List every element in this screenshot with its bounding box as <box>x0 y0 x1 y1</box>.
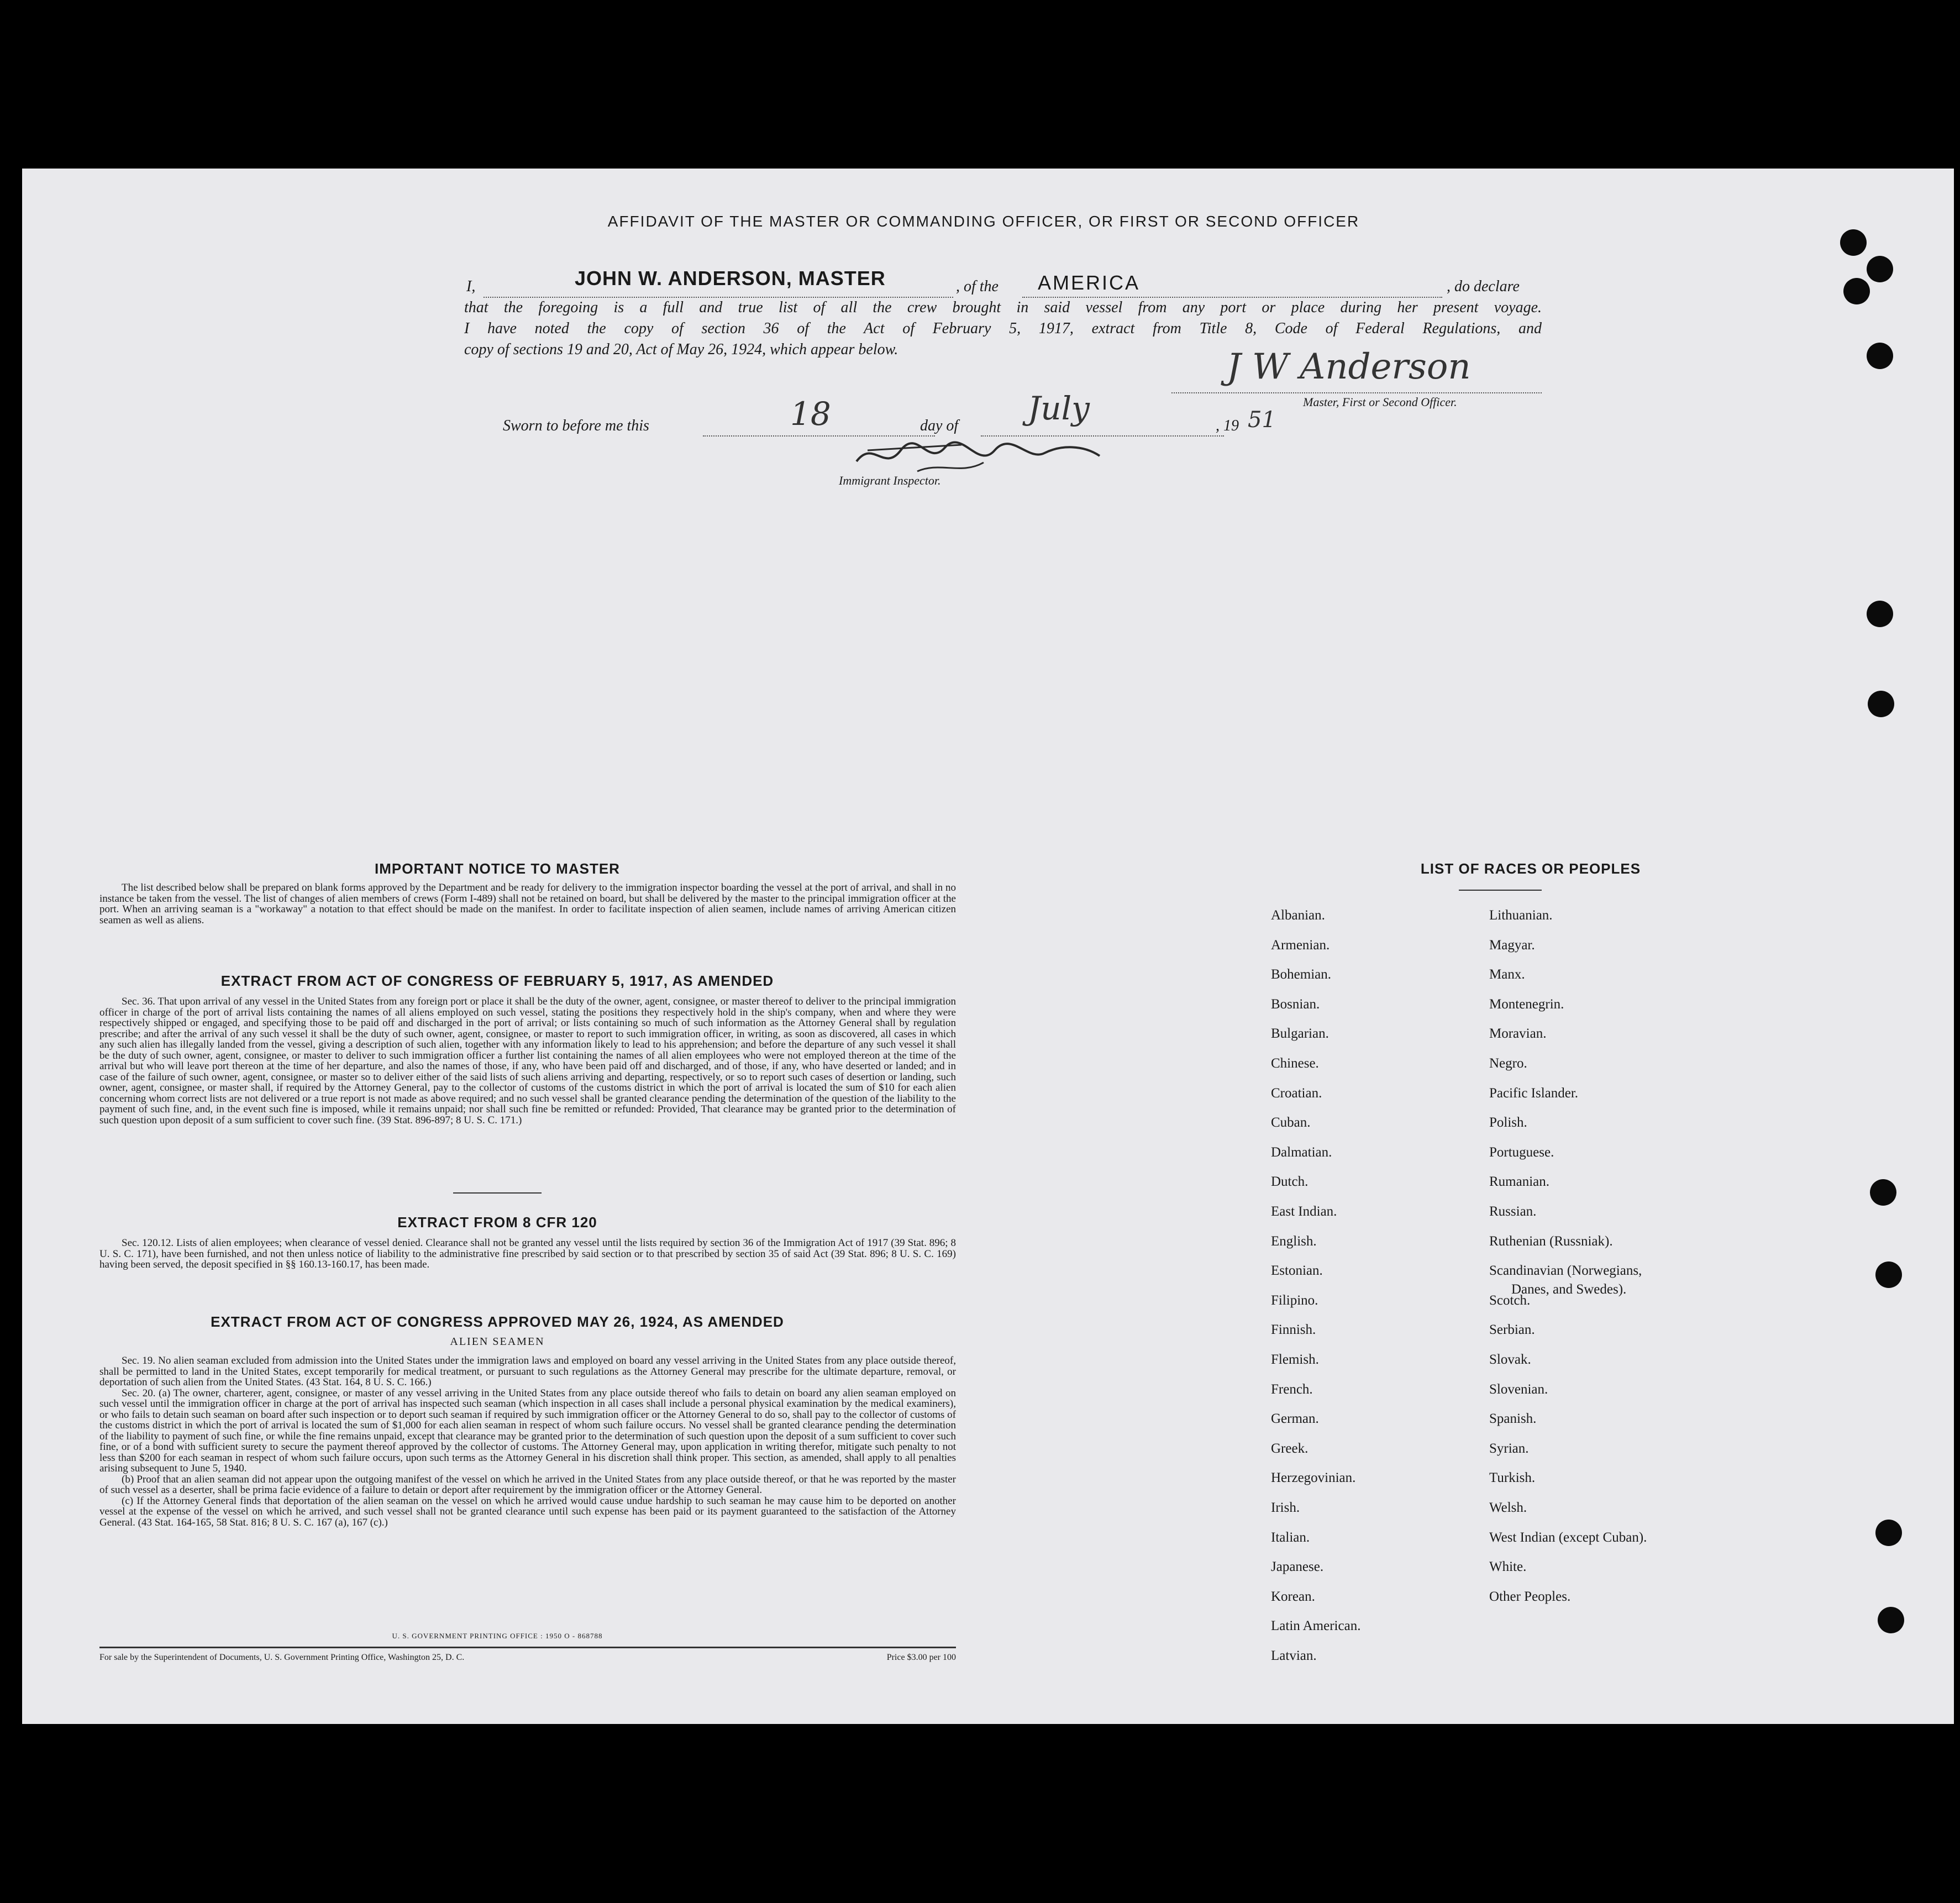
master-name: JOHN W. ANDERSON, MASTER <box>575 267 886 290</box>
sworn-label: Sworn to before me this <box>503 417 649 434</box>
race-list-item: Danes, and Swedes). <box>1511 1282 1627 1297</box>
vessel-line <box>1022 297 1442 298</box>
race-list-item: Dutch. <box>1271 1174 1309 1190</box>
master-signature: J W Anderson <box>1227 346 1471 387</box>
race-list-item: Pacific Islander. <box>1489 1085 1579 1101</box>
races-heading: LIST OF RACES OR PEOPLES <box>1420 860 1641 877</box>
punch-hole <box>1867 601 1893 627</box>
race-list-item: Latvian. <box>1271 1648 1317 1663</box>
race-list-item: Rumanian. <box>1489 1174 1550 1190</box>
inspector-signature-scribble <box>851 428 1105 478</box>
race-list-item: Montenegrin. <box>1489 996 1564 1012</box>
extract-1924-block <box>99 1355 956 1528</box>
punch-hole <box>1878 1607 1904 1633</box>
sec-19-text: Sec. 19. No alien seaman excluded from admission into the United States under the immigration laws and employed on board any vessel arriving in the United States from any place outside thereof, shall be permitted to land in the United States, except temporarily for medical treatment, or pursuant to such regulations as the Attorney General may prescribe for the ultimate departure, removal, or deportation of such alien from the United States. (43 Stat. 164, 8 U. S. C. 166.) <box>99 1355 956 1388</box>
race-list-item: East Indian. <box>1271 1204 1337 1219</box>
punch-hole <box>1868 691 1894 717</box>
races-heading-rule <box>1459 890 1542 891</box>
alien-seamen-subheading: ALIEN SEAMEN <box>450 1336 545 1348</box>
race-list-item: Slovenian. <box>1489 1381 1548 1397</box>
signature-caption: Master, First or Second Officer. <box>1303 395 1457 409</box>
vessel-name: AMERICA <box>1038 271 1141 294</box>
gpo-line: U. S. GOVERNMENT PRINTING OFFICE : 1950 O - 868788 <box>392 1632 603 1640</box>
punch-hole <box>1867 343 1893 369</box>
race-list-item: Magyar. <box>1489 937 1535 953</box>
race-list-item: Serbian. <box>1489 1322 1535 1338</box>
race-list-item: Estonian. <box>1271 1263 1323 1279</box>
race-list-item: Portuguese. <box>1489 1144 1554 1160</box>
affidavit-title: AFFIDAVIT OF THE MASTER OR COMMANDING OFFICER, OR FIRST OR SECOND OFFICER <box>607 213 1360 230</box>
race-list-item: Russian. <box>1489 1204 1537 1219</box>
footer-left: For sale by the Superintendent of Documents, U. S. Government Printing Office, Washington 25, D. C. <box>99 1653 465 1662</box>
race-list-item: Korean. <box>1271 1589 1315 1604</box>
race-list-item: Filipino. <box>1271 1292 1318 1308</box>
punch-hole <box>1875 1520 1902 1546</box>
declaration-line-2: that the foregoing is a full and true list of all the crew brought in said vessel from any port or place during her present voyage. <box>464 299 1542 316</box>
race-list-item: Negro. <box>1489 1056 1527 1071</box>
race-list-item: Moravian. <box>1489 1026 1547 1042</box>
notice-heading: IMPORTANT NOTICE TO MASTER <box>375 860 620 877</box>
extract-1917-block <box>99 996 956 1126</box>
race-list-item: Flemish. <box>1271 1352 1319 1367</box>
race-list-item: Welsh. <box>1489 1500 1527 1515</box>
signature-line <box>1171 392 1542 393</box>
race-list-item: Syrian. <box>1489 1441 1529 1456</box>
day-of-label: day of <box>920 417 959 434</box>
race-list-item: Lithuanian. <box>1489 908 1553 923</box>
notice-text-block <box>99 882 956 926</box>
race-list-item: Slovak. <box>1489 1352 1531 1367</box>
year-value: 51 <box>1248 407 1276 433</box>
sec-20c-text: (c) If the Attorney General finds that deportation of the alien seaman on the vessel on which he arrived would cause undue hardship to such seaman he may cause him to be deported on another vessel at the expense of the vessel on which he arrived, and such vessel shall not be granted clearance until such expense has been paid or its payment guaranteed to the satisfaction of the Attorney General. (43 Stat. 164-165, 58 Stat. 816; 8 U. S. C. 167 (a), 167 (c).) <box>99 1495 956 1528</box>
race-list-item: English. <box>1271 1233 1317 1249</box>
declaration-line-4: copy of sections 19 and 20, Act of May 26, 1924, which appear below. <box>464 341 898 358</box>
punch-hole <box>1840 229 1867 256</box>
race-list-item: Croatian. <box>1271 1085 1322 1101</box>
document-sheet <box>22 169 1954 1724</box>
race-list-item: Greek. <box>1271 1441 1309 1456</box>
extract-cfr-heading: EXTRACT FROM 8 CFR 120 <box>397 1214 597 1231</box>
race-list-item: Irish. <box>1271 1500 1300 1515</box>
race-list-item: Dalmatian. <box>1271 1144 1332 1160</box>
day-value: 18 <box>790 395 831 433</box>
race-list-item: French. <box>1271 1381 1313 1397</box>
punch-hole <box>1870 1179 1896 1206</box>
race-list-item: Albanian. <box>1271 908 1325 923</box>
race-list-item: Herzegovinian. <box>1271 1470 1356 1486</box>
race-list-item: Spanish. <box>1489 1411 1537 1427</box>
name-line <box>484 297 953 298</box>
of-the-label: , of the <box>956 278 999 295</box>
year-prefix: , 19 <box>1216 417 1239 434</box>
punch-hole <box>1867 256 1893 282</box>
do-declare-label: , do declare <box>1447 278 1520 295</box>
race-list-item: West Indian (except Cuban). <box>1489 1529 1647 1545</box>
race-list-item: Japanese. <box>1271 1559 1324 1575</box>
race-list-item: Ruthenian (Russniak). <box>1489 1233 1613 1249</box>
extract-1917-heading: EXTRACT FROM ACT OF CONGRESS OF FEBRUARY 5, 1917, AS AMENDED <box>220 972 774 989</box>
month-value: July <box>1028 390 1090 427</box>
race-list-item: White. <box>1489 1559 1527 1575</box>
race-list-item: Italian. <box>1271 1529 1310 1545</box>
race-list-item: Bohemian. <box>1271 967 1332 982</box>
extract-cfr-block <box>99 1238 956 1270</box>
inspector-caption: Immigrant Inspector. <box>839 474 941 487</box>
notice-text: The list described below shall be prepared on blank forms approved by the Department and be ready for delivery to the immigration inspector boarding the vessel at the port of arrival, and shall in no instance be taken from the vessel. The list of changes of alien members of crews (Form I-489) shall not be retained on board, but shall be delivered by the master to the principal immigration officer at the port. When an arriving seaman is a "workaway" a notation to that effect should be made on the manifest. In order to facilitate inspection of alien seamen, include names of arriving American citizen seamen as well as aliens. <box>99 882 956 926</box>
race-list-item: Latin American. <box>1271 1618 1361 1634</box>
race-list-item: Bulgarian. <box>1271 1026 1329 1042</box>
punch-hole <box>1843 278 1870 304</box>
punch-hole <box>1875 1261 1902 1288</box>
race-list-item: Turkish. <box>1489 1470 1536 1486</box>
race-list-item: Chinese. <box>1271 1056 1319 1071</box>
race-list-item: Other Peoples. <box>1489 1589 1571 1604</box>
sec-20b-text: (b) Proof that an alien seaman did not appear upon the outgoing manifest of the vessel on which he arrived in the United States from any place outside thereof, or that he was reported by the master of such vessel as a deserter, shall be prima facie evidence of a failure to detain or deport after requirement by the immigration officer or the Attorney General. <box>99 1473 956 1496</box>
race-list-item: German. <box>1271 1411 1319 1427</box>
race-list-item: Armenian. <box>1271 937 1330 953</box>
race-list-item: Scandinavian (Norwegians, <box>1489 1263 1642 1279</box>
race-list-item: Finnish. <box>1271 1322 1316 1338</box>
declaration-line-3: I have noted the copy of section 36 of the Act of February 5, 1917, extract from Title 8, Code of Federal Regulations, and <box>464 320 1542 337</box>
divider-rule <box>453 1192 542 1194</box>
race-list-item: Scotch. <box>1489 1292 1531 1308</box>
footer-rule <box>99 1647 956 1648</box>
race-list-item: Cuban. <box>1271 1115 1311 1131</box>
race-list-item: Bosnian. <box>1271 996 1320 1012</box>
race-list-item: Manx. <box>1489 967 1525 982</box>
extract-cfr-text: Sec. 120.12. Lists of alien employees; when clearance of vessel denied. Clearance shall not be granted any vessel until the lists required by section 36 of the Immigration Act of 1917 (39 Stat. 896; 8 U. S. C. 171), have been furnished, and not then unless notice of liability to the administrative fine prescribed by said section or to that prescribed by section 35 of said Act (39 Stat. 896; 8 U. S. C. 169) having been served, the deposit specified in §§ 160.13-160.17, has been made. <box>99 1237 956 1270</box>
sec-20a-text: Sec. 20. (a) The owner, charterer, agent, consignee, or master of any vessel arriving in the United States from any place outside thereof who fails to detain on board any alien seaman employed on such vessel until the immigration officer in charge at the port of arrival has inspected such seaman (which inspection in all cases shall include a personal physical examination by the medical examiners), or who fails to detain such seaman on board after such inspection or to deport such seaman if required by such immigration officer or the Attorney General to do so, shall pay to the collector of customs of the customs district in which the port of arrival is located the sum of $1,000 for each alien seaman in respect of whom such failure occurs. No vessel shall be granted clearance pending the determination of the liability to payment of such fine, or while the fine remains unpaid, except that clearance may be granted prior to the determination of such question upon the deposit of a sum sufficient to cover such fine, or of a bond with sufficient surety to secure the payment thereof approved by the collector of customs. The Attorney General may, upon application in writing therefor, mitigate such penalty to not less than $200 for each seaman in respect of whom such failure occurs, upon such terms as the Attorney General in his discretion shall think proper. This section, as amended, shall apply to all penalties arising subsequent to June 5, 1940. <box>99 1387 956 1474</box>
extract-1924-heading: EXTRACT FROM ACT OF CONGRESS APPROVED MAY 26, 1924, AS AMENDED <box>211 1313 784 1330</box>
i-label: I, <box>466 278 476 295</box>
extract-1917-text: Sec. 36. That upon arrival of any vessel in the United States from any foreign port or place it shall be the duty of the owner, agent, consignee, or master thereof to deliver to the principal immigration officer in charge of the port of arrival lists containing the names of all aliens employed on such vessel, stating the positions they respectively hold in the ship's company, when and where they were respectively shipped or engaged, and specifying those to be paid off and discharged in the port of arrival; or lists containing so much of such information as the Attorney General shall by regulation prescribe; and after the arrival of any such vessel it shall be the duty of such owner, agent, consignee, or master to report to such immigration officer, in writing, as soon as discovered, all cases in which any such alien has illegally landed from the vessel, giving a description of such alien, together with any information likely to lead to his apprehension; and before the departure of any such vessel it shall be the duty of such owner, agent, consignee, or master to deliver to such immigration officer a further list containing the names of all alien employees who were not employed thereon at the time of the arrival but who will leave port thereon at the time of her departure, and also the names of those, if any, who have been paid off and discharged, and of those, if any, who have deserted or landed; and in case of the failure of such owner, agent, consignee, or master so to deliver either of the said lists of such aliens arriving and departing, respectively, or so to report such cases of desertion or landing, such owner, agent, consignee, or master shall, if required by the Attorney General, pay to the collector of customs of the customs district in which the port of arrival is located the sum of $10 for each alien concerning whom correct lists are not delivered or a true report is not made as above required; and no such vessel shall be granted clearance pending the determination of the question of the liability to the payment of such fine, and, in the event such fine is imposed, while it remains unpaid; nor shall such fine be remitted or refunded: Provided, That clearance may be granted prior to the determination of such question upon deposit of a sum sufficient to cover such fine. (39 Stat. 896-897; 8 U. S. C. 171.) <box>99 996 956 1126</box>
race-list-item: Polish. <box>1489 1115 1527 1131</box>
footer-price: Price $3.00 per 100 <box>886 1653 956 1662</box>
